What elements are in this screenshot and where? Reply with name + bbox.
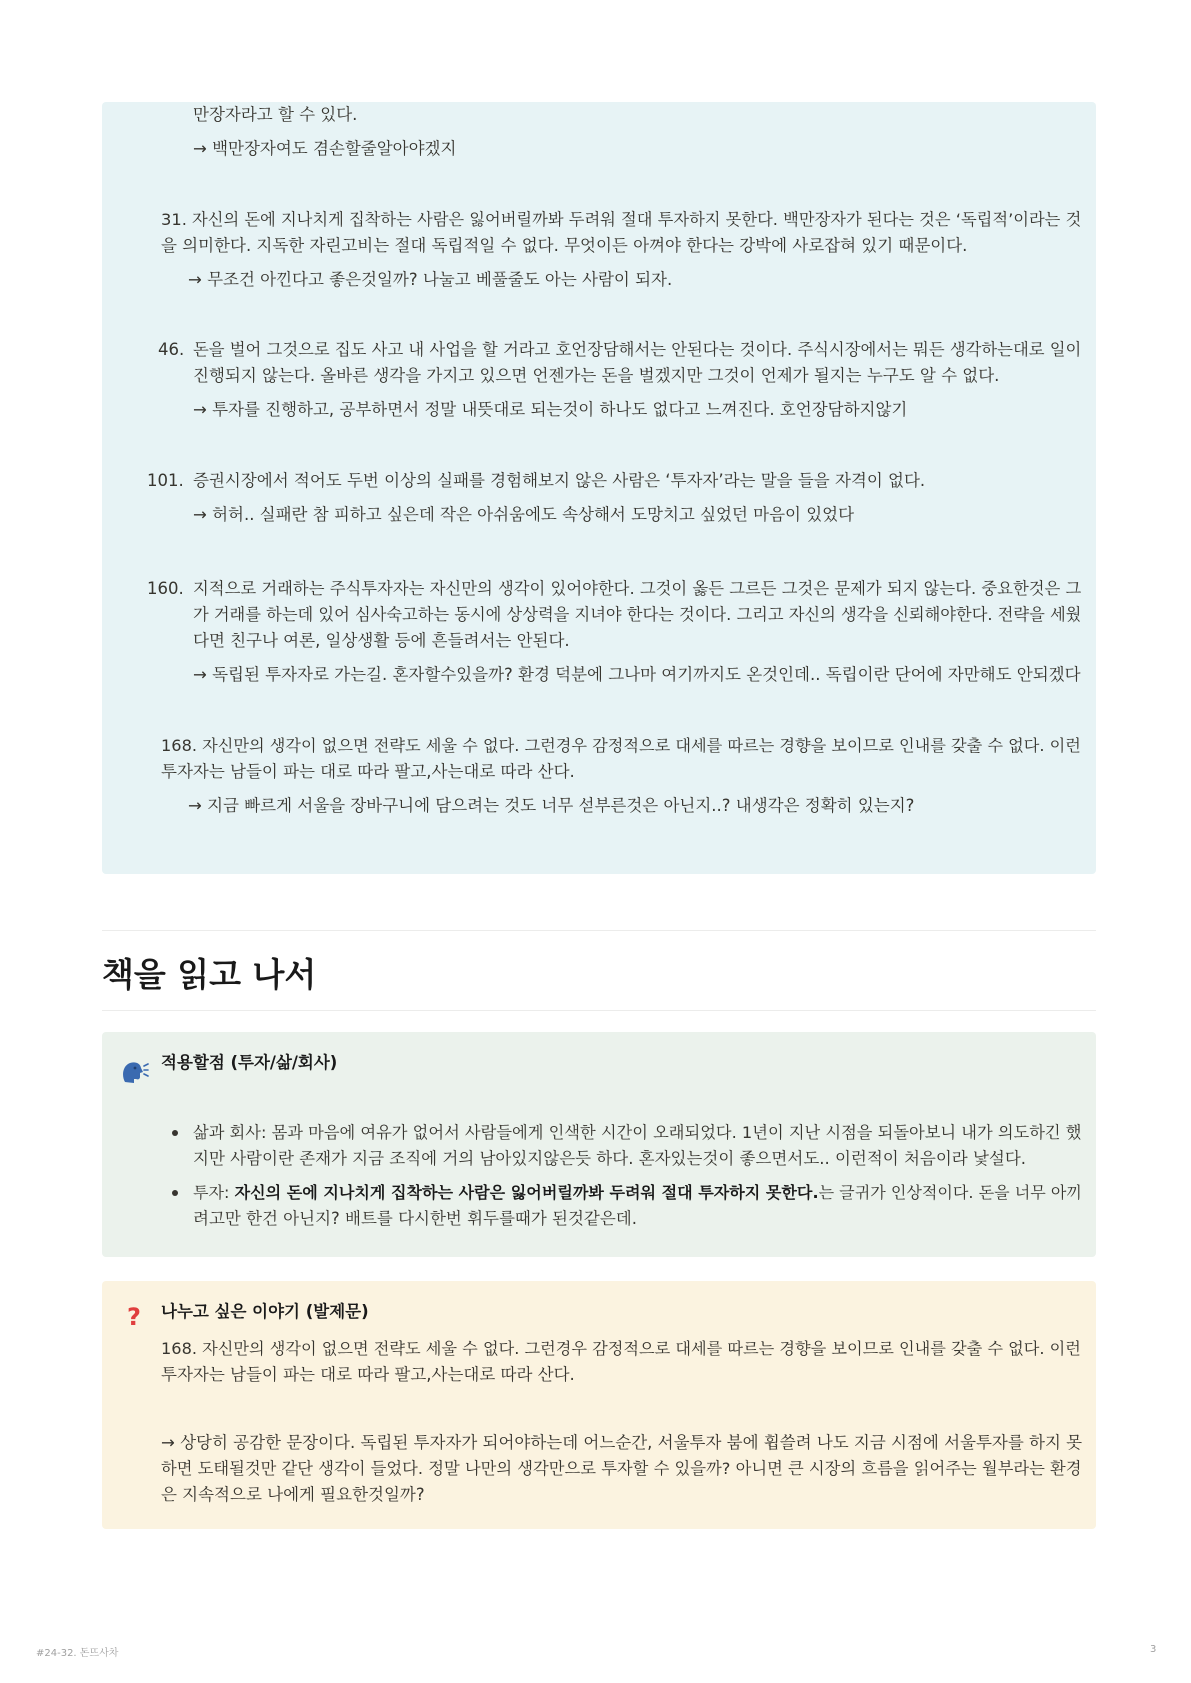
- section-divider: [102, 930, 1096, 931]
- quote-46-number: 46.: [158, 340, 185, 359]
- quote-160-line-1: 지적으로 거래하는 주식투자자는 자신만의 생각이 있어야한다. 그것이 옳든 그르든 그것은 문제가 되지 않는다. 중요한것은 그: [193, 579, 1082, 598]
- apply-bullet-2-line-2: 려고만 한건 아닌지? 배트를 다시한번 휘두를때가 된것같은데.: [193, 1209, 637, 1228]
- heading-underline: [102, 1010, 1096, 1011]
- quote-46-reflection: → 투자를 진행하고, 공부하면서 정말 내뜻대로 되는것이 하나도 없다고 느껴진다. 호언장담하지않기: [193, 400, 908, 419]
- quote-160-reflection: → 독립된 투자자로 가는길. 혼자할수있을까? 환경 덕분에 그나마 여기까지도 온것인데.. 독립이란 단어에 자만해도 안되겠다: [193, 665, 1081, 684]
- share-response-line-2: 하면 도태될것만 같단 생각이 들었다. 정말 나만의 생각만으로 투자할 수 있을까? 아니면 큰 시장의 흐름을 읽어주는 월부라는 환경: [161, 1459, 1082, 1478]
- apply-bullet-1-line-1: 삶과 회사: 몸과 마음에 여유가 없어서 사람들에게 인색한 시간이 오래되었다. 1년이 지난 시점을 되돌아보니 내가 의도하긴 했: [193, 1123, 1082, 1142]
- section-heading: 책을 읽고 나서: [102, 955, 317, 994]
- share-quote-line-1: 168. 자신만의 생각이 없으면 전략도 세울 수 없다. 그런경우 감정적으로 대세를 따르는 경향을 보이므로 인내를 갖출 수 없다. 이런: [161, 1339, 1081, 1358]
- bullet-dot: [172, 1130, 178, 1136]
- quote-46-line-2: 진행되지 않는다. 올바른 생각을 가지고 있으면 언젠가는 돈을 벌겠지만 그것이 언제가 될지는 누구도 알 수 없다.: [193, 366, 1000, 385]
- apply-bullet-2-suffix: 는 글귀가 인상적이다. 돈을 너무 아끼: [818, 1183, 1082, 1202]
- quote-31-line-1: 31. 자신의 돈에 지나치게 집착하는 사람은 잃어버릴까봐 두려워 절대 투자하지 못한다. 백만장자가 된다는 것은 ‘독립적’이라는 것: [161, 210, 1082, 229]
- quote-168-line-2: 투자자는 남들이 파는 대로 따라 팔고,사는대로 따라 산다.: [161, 762, 575, 781]
- share-callout-title: 나누고 싶은 이야기 (발제문): [161, 1302, 369, 1321]
- quote-reflection: → 백만장자여도 겸손할줄알아야겠지: [193, 139, 457, 158]
- quote-168-reflection: → 지금 빠르게 서울을 장바구니에 담으려는 것도 너무 섣부른것은 아닌지..? 내생각은 정확히 있는지?: [188, 796, 915, 815]
- quote-160-line-2: 가 거래를 하는데 있어 심사숙고하는 동시에 상상력을 지녀야 한다는 것이다. 그리고 자신의 생각을 신뢰해야한다. 전략을 세웠: [193, 605, 1082, 624]
- quote-46-line-1: 돈을 벌어 그것으로 집도 사고 내 사업을 할 거라고 호언장담해서는 안된다는 것이다. 주식시장에서는 뭐든 생각하는대로 일이: [193, 340, 1082, 359]
- question-mark-icon: ?: [127, 1303, 141, 1331]
- apply-bullet-2-prefix: 투자:: [193, 1183, 235, 1202]
- speaking-head-icon: [119, 1058, 149, 1093]
- footer-page-number: 3: [1150, 1644, 1157, 1655]
- share-quote-line-2: 투자자는 남들이 파는 대로 따라 팔고,사는대로 따라 산다.: [161, 1365, 575, 1384]
- quote-101-number: 101.: [147, 471, 184, 490]
- quote-160-number: 160.: [147, 579, 184, 598]
- quote-31-line-2: 을 의미한다. 지독한 자린고비는 절대 독립적일 수 없다. 무엇이든 아껴야 한다는 강박에 사로잡혀 있기 때문이다.: [161, 236, 968, 255]
- footer-document-title: #24-32. 돈뜨사차: [36, 1648, 119, 1659]
- share-response-line-3: 은 지속적으로 나에게 필요한것일까?: [161, 1485, 425, 1504]
- apply-bullet-1-line-2: 지만 사람이란 존재가 지금 조직에 거의 남아있지않은듯 하다. 혼자있는것이 좋으면서도.. 이런적이 처음이라 낯설다.: [193, 1149, 1027, 1168]
- share-response-line-1: → 상당히 공감한 문장이다. 독립된 투자자가 되어야하는데 어느순간, 서울투자 붐에 휩쓸려 나도 지금 시점에 서울투자를 하지 못: [161, 1433, 1083, 1452]
- quote-31-reflection: → 무조건 아낀다고 좋은것일까? 나눌고 베풀줄도 아는 사람이 되자.: [188, 270, 673, 289]
- apply-bullet-2-line-1: [193, 1180, 1082, 1206]
- quote-160-line-3: 다면 친구나 여론, 일상생활 등에 흔들려서는 안된다.: [193, 631, 570, 650]
- quote-continuation: 만장자라고 할 수 있다.: [193, 105, 358, 124]
- bullet-dot: [172, 1190, 178, 1196]
- quote-101-reflection: → 허허.. 실패란 참 피하고 싶은데 작은 아쉬움에도 속상해서 도망치고 싶었던 마음이 있었다: [193, 505, 855, 524]
- quote-101-line-1: 증권시장에서 적어도 두번 이상의 실패를 경험해보지 않은 사람은 ‘투자자’라는 말을 들을 자격이 없다.: [193, 471, 926, 490]
- quote-168-line-1: 168. 자신만의 생각이 없으면 전략도 세울 수 없다. 그런경우 감정적으로 대세를 따르는 경향을 보이므로 인내를 갖출 수 없다. 이런: [161, 736, 1081, 755]
- apply-callout-title: 적용할점 (투자/삶/회사): [161, 1053, 338, 1072]
- apply-bullet-2-bold: 자신의 돈에 지나치게 집착하는 사람은 잃어버릴까봐 두려워 절대 투자하지 못한다.: [234, 1183, 819, 1202]
